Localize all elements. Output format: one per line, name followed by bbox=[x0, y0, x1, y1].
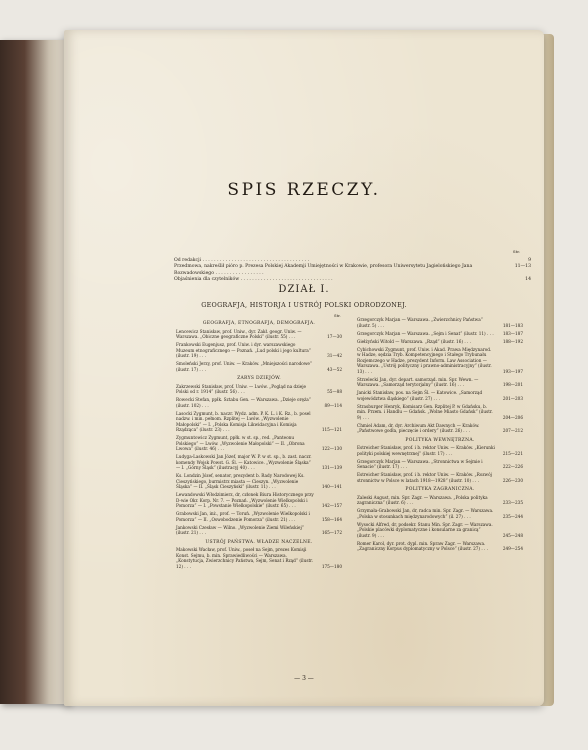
contents-entry bbox=[176, 397, 342, 408]
contents-entry bbox=[357, 390, 523, 401]
entry-page: 233—235 bbox=[502, 500, 523, 505]
entry-text: Rowecki Stefan, ppłk. Sztabu Gen. — Warszawa. „Dzieje oręża” (ilustr. 102) . . . bbox=[176, 397, 311, 408]
entry-page: 131—139 bbox=[321, 465, 342, 470]
entry-page: 222—226 bbox=[502, 464, 523, 469]
entry-page: 43—52 bbox=[327, 366, 342, 372]
section-heading: DZIAŁ I. bbox=[278, 284, 330, 295]
entry-page: 17—30 bbox=[327, 334, 342, 339]
contents-entry bbox=[357, 423, 523, 434]
column-page-label: Str. bbox=[334, 313, 341, 318]
contents-right-column bbox=[357, 317, 523, 554]
entry-text: Lasocki Zygmunt, b. naczr. Wydz. adm. P. K. L. i K. Rz., b. posel nadzw. i min. pełnom. Rzplitej — Lwów. „Wyzwolenie Małopolski” — I. „Polska Komisja Likwidacyjna i Komisja Rządząca” (ilustr. 23) . . . bbox=[176, 410, 311, 432]
contents-section-heading: USTRÓJ PAŃSTWA. WŁADZE NACZELNE. bbox=[205, 539, 313, 545]
contents-entry bbox=[176, 547, 342, 569]
entry-text: Janicki Stanisław, pos. na Sejm Śl. — Katowice. „Samorząd województwa śląskiego” (ilustr. 27) . . . bbox=[357, 390, 483, 401]
contents-entry bbox=[176, 384, 342, 395]
entry-page: 249—254 bbox=[502, 546, 523, 551]
contents-entry bbox=[357, 508, 523, 519]
entry-text: Lencewicz Stanisław, prof. Uniw., dyr. Zakł. geogr. Uniw. — Warszawa. „Obiczne geograficzne Polski” (ilustr. 55) . . . bbox=[176, 328, 302, 339]
entry-text: Giełżyński Witold — Warszawa. „Rząd” (ilustr. 16) . . . bbox=[357, 338, 471, 344]
contents-entry bbox=[176, 511, 342, 522]
entry-text: Strzelecki Jan, dyr. depart. samorząd. min. Spr. Wewn. — Warszawa. „Samorząd terytorjalny” (ilustr. 16) . . . bbox=[357, 376, 479, 387]
contents-entry bbox=[357, 472, 523, 483]
contents-entry bbox=[176, 435, 342, 452]
entry-page: 188—192 bbox=[502, 338, 523, 344]
entry-text: Grzymała-Grabowski Jan, dr, radca min. Spr. Zagr. — Warszawa. „Polska w stosunkach międzynarodowych” (il. 27) . . . bbox=[357, 508, 494, 519]
entry-text: Frankowski Eugenjusz, prof. Uniw. i dyr. warszawskiego Muzeum etnograficznego — Poznań. „Lud polski i jego kultura” (ilustr. 19) . . . bbox=[176, 342, 311, 358]
intro-text: Objaśnienia dla czytelników . . . . . . . . . . . . . . . . . . . . . . . . . . . . . . . . bbox=[174, 277, 333, 283]
entry-page: 207—212 bbox=[502, 428, 523, 433]
page-number: — 3 — bbox=[294, 675, 314, 682]
contents-entry bbox=[176, 361, 342, 372]
entry-page: 115—121 bbox=[321, 427, 342, 432]
entry-text: Grzegorczyk Marjan — Warszawa. „Stronnictwa w Sejmie i Senacie” (ilustr. 17) . . . bbox=[357, 458, 483, 469]
contents-entry bbox=[357, 541, 523, 552]
entry-page: 201—203 bbox=[502, 395, 523, 401]
contents-entry bbox=[357, 377, 523, 388]
intro-page: 9 bbox=[528, 258, 531, 263]
contents-entry bbox=[176, 473, 342, 490]
contents-entry bbox=[357, 522, 523, 539]
contents-entry bbox=[357, 445, 523, 456]
intro-text: Od redakcji . . . . . . . . . . . . . . . . . . . . . . . . . . . . . . . . . . . . . bbox=[174, 258, 310, 263]
contents-entry bbox=[176, 454, 342, 471]
entry-text: Cybichowski Zygmunt, prof. Uniw. i Akad. Prawa Międzynarod. w Hadze, sędzia Tryb. Kompetencyjnego i Stałego Trybunału Rozjemczego w Hadze, prezydent Inform. Law Association — Warszawa. „Ustrój polityczny i prawno-administracyjny” (ilustr. 13) . . . bbox=[357, 346, 492, 374]
entry-text: Makowski Wacław, prof. Uniw., poseł na Sejm, prezes Komisji Konst. Sejmu, b. min. Sprawiedliwości — Warszawa. „Konstytucja, Zwierzchnicy Państwa, Sejm, Senat i Rząd” (ilustr. 12) . . . bbox=[176, 547, 314, 569]
intro-row bbox=[174, 277, 531, 283]
entry-page: 165—172 bbox=[321, 530, 342, 535]
entry-page: 193—197 bbox=[502, 368, 523, 374]
contents-entry bbox=[176, 411, 342, 433]
entry-text: Zakrzewski Stanisław, prof. Uniw. — Lwów. „Pogląd na dzieje Polski od r. 1914” (ilustr. 56) . . . bbox=[176, 383, 307, 394]
entry-text: Wysocki Alfred, dr, podsekr. Stanu Min. Spr. Zagr. — Warszawa. „Polskie placówki dyplomatyczne i konsularne za granicą” (ilustr. 9) . . . bbox=[357, 521, 493, 538]
contents-left-column bbox=[176, 317, 342, 572]
contents-section-heading: ZARYS DZIEJÓW. bbox=[237, 376, 281, 381]
contents-section-heading: POLITYKA ZAGRANICZNA. bbox=[405, 487, 475, 492]
contents-section-heading: POLITYKA WEWNĘTRZNA. bbox=[405, 437, 475, 443]
contents-entry bbox=[176, 492, 342, 509]
entry-page: 175—180 bbox=[321, 563, 342, 569]
contents-section-heading: GEOGRAFJA, ETNOGRAFJA, DEMOGRAFJA. bbox=[202, 321, 316, 326]
entry-text: Romer Karol, dyr. prot. dypl. min. Spraw Zagr. — Warszawa. „Zagraniczny Korpus dyplomatyczny w Polsce” (ilustr. 27) . . . bbox=[357, 540, 489, 551]
entry-text: Zygmuntowicz Zygmunt, ppłk. w st. sp., red. „Panteonu Polskiego” — Lwów. „Wyzwolenie Małopolski” — II. „Obrona Lwowa” (ilustr. 46) . . . bbox=[176, 435, 305, 451]
contents-entry bbox=[357, 347, 523, 375]
entry-page: 235—244 bbox=[502, 513, 523, 519]
page-column-label: Str. bbox=[512, 249, 520, 254]
intro-page: 11—13 bbox=[514, 264, 531, 270]
entry-page: 226—230 bbox=[502, 477, 523, 483]
page-title: SPIS RZECZY. bbox=[227, 180, 381, 200]
entry-page: 140—141 bbox=[321, 484, 342, 489]
entry-text: Grzegorczyk Marjan — Warszawa. „Zwierzchnicy Państwa” (ilustr. 5) . . . bbox=[357, 317, 483, 328]
entry-text: Strasburger Henryk, Komisarz Gen. Rzplitej P. w Gdańsku, b. min. Przem. i Handlu — Gdańsk. „Wolne Miasto Gdańsk” (ilustr. 9) . . . bbox=[357, 403, 493, 420]
entry-text: Jankowski Czesław — Wilno. „Wyzwolenie Ziemi Wileńskiej” (ilustr. 21) . . . bbox=[176, 524, 304, 535]
entry-text: Smoleński Jerzy, prof. Uniw. — Kraków. „Mniejszości narodowe” (ilustr. 17) . . . bbox=[176, 361, 313, 372]
entry-text: Zaleski August, min. Spr. Zagr. — Warszawa. „Polska polityka zagraniczna” (ilustr. 6) . . . bbox=[357, 494, 488, 505]
entry-page: 142—157 bbox=[321, 503, 342, 508]
contents-entry bbox=[357, 404, 523, 421]
contents-entry bbox=[357, 339, 523, 345]
entry-text: Lewandowski Włodzimierz, dr, członek Biura Historycznego przy D-wie Okr. Korp. Nr. 7. — Poznań. „Wyzwolenie Wielkopolski i Pomorza” — I. „Powstanie Wielkopolskie” (ilustr. 65) . . . bbox=[176, 492, 314, 508]
section-subtitle: GEOGRAFJA, HISTORJA I USTRÓJ POLSKI ODRODZONEJ. bbox=[201, 301, 407, 309]
entry-text: Ks. Londzin Józef, senator, prezydent b. Rady Narodowej Ks. Cieszyńskiego, burmistrz miasta — Cieszyn. „Wyzwolenie Śląska” — II. „Śląsk Cieszyński” (ilustr. 11) . . . bbox=[176, 473, 305, 489]
contents-entry bbox=[176, 329, 342, 340]
book-page bbox=[64, 30, 544, 706]
book-cover-left bbox=[0, 40, 70, 704]
entry-page: 204—206 bbox=[502, 414, 523, 420]
contents-entry bbox=[176, 342, 342, 359]
entry-page: 198—201 bbox=[502, 382, 523, 387]
entry-page: 245—248 bbox=[502, 532, 523, 538]
contents-entry bbox=[357, 317, 523, 328]
intro-text: Przedmowa, nakreślił pióro p. Prezesa Polskiej Akademji Umiejętności w Krakowie, profesora Uniwersytetu Jagielońskiego Jana Rozwadowskiego . . . . . . . . . . . . . . . . . bbox=[174, 264, 473, 276]
entry-text: Estreicher Stanisław, prof. i b. rektor Uniw. — Kraków. „Kierunki polityki polskiej wewnętrznej” (ilustr. 17) . . . bbox=[357, 445, 495, 456]
intro-list bbox=[174, 258, 531, 284]
entry-page: 122—130 bbox=[321, 446, 342, 451]
contents-entry bbox=[357, 495, 523, 506]
intro-page: 14 bbox=[525, 277, 531, 283]
entry-page: 215—221 bbox=[502, 450, 523, 456]
entry-page: 55—88 bbox=[327, 389, 342, 394]
entry-text: Grabowski Jan, inż., prof. — Toruń. „Wyzwolenie Wielkopolski i Pomorza” — II. „Oswobodzenie Pomorza” (ilustr. 21) . . . bbox=[176, 511, 310, 522]
contents-entry bbox=[357, 459, 523, 470]
entry-text: Estreicher Stanisław, prof. i b. rektor Uniw. — Kraków. „Rozwój stronnictw w Polsce w latach 1918—1928” (ilustr. 10) . . . bbox=[357, 472, 492, 483]
entry-page: 183—187 bbox=[502, 330, 523, 336]
contents-entry bbox=[176, 525, 342, 536]
entry-text: Ludyga-Laskowski Jan Józef, major W. P. w st. sp., b. zast. naczr. komendy Wojsk Powst. G. Śl. — Katowice. „Wyzwolenie Śląska” — I. „Górny Śląsk” (ilustracyj 40) . . . bbox=[176, 454, 312, 470]
intro-row bbox=[174, 264, 531, 277]
entry-page: 31—42 bbox=[327, 353, 342, 358]
contents-entry bbox=[357, 331, 523, 337]
entry-page: 158—164 bbox=[321, 516, 342, 522]
entry-text: Grzegorczyk Marjan — Warszawa. „Sejm i Senat” (ilustr. 11) . . . bbox=[357, 330, 494, 336]
entry-page: 89—114 bbox=[324, 402, 342, 408]
entry-text: Chmiel Adam, dr, dyr. Archiwum Akt Dawnych — Kraków. „Państwowe godła, pieczęcie i ordery” (ilustr. 26) . . . bbox=[357, 422, 480, 433]
entry-page: 181—183 bbox=[502, 322, 523, 328]
